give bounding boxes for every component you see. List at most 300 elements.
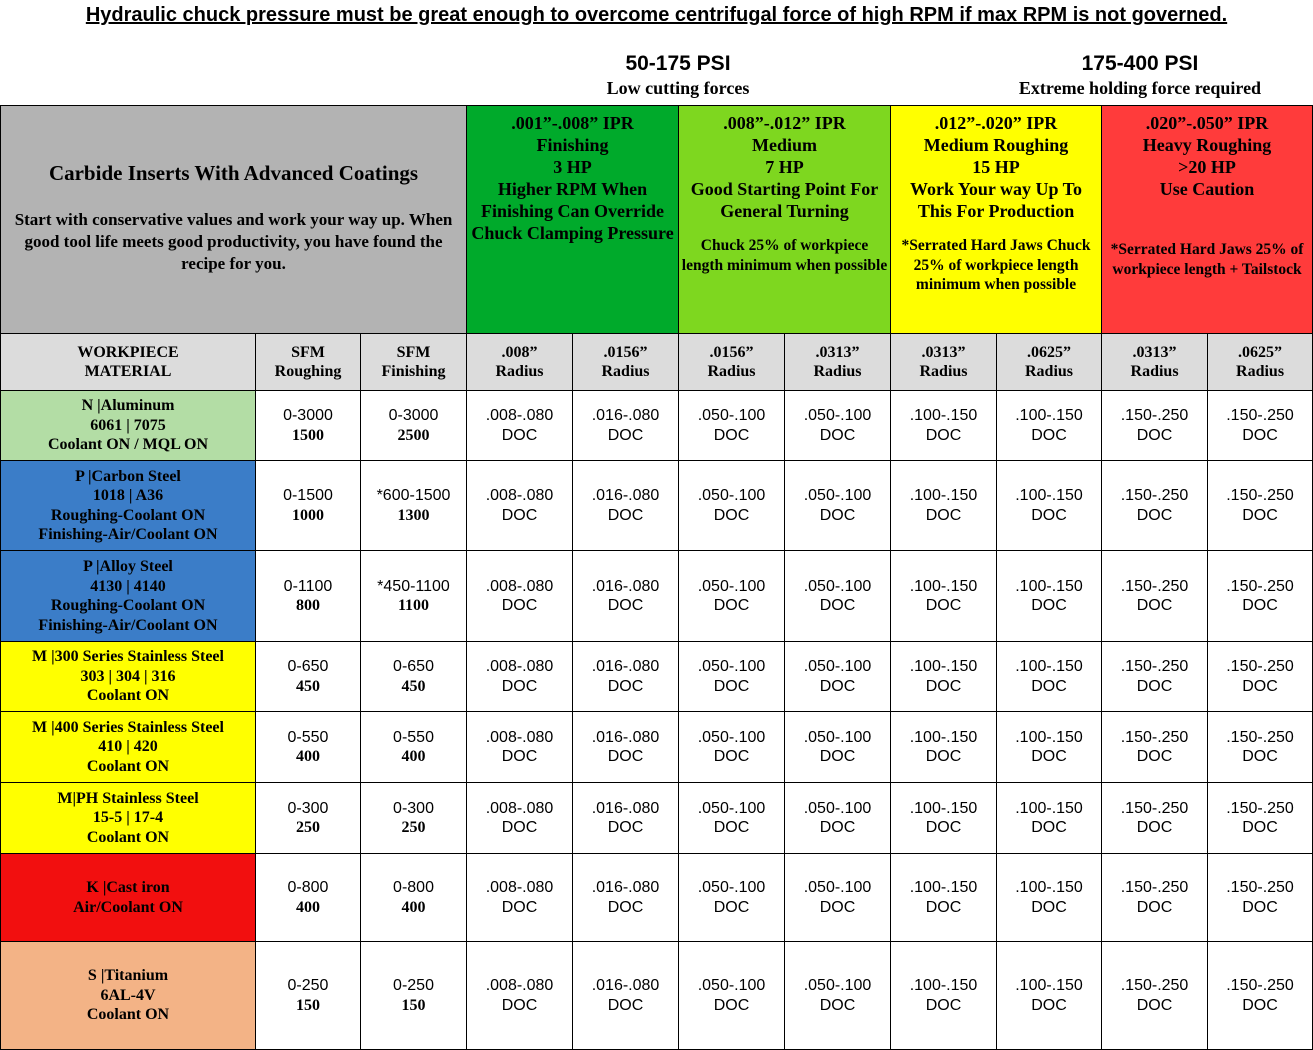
sfm-range: 0-300 bbox=[393, 799, 434, 817]
sfm-range: 0-550 bbox=[393, 728, 434, 746]
material-row bbox=[1, 461, 1313, 551]
doc-label: DOC bbox=[713, 426, 750, 444]
doc-cell bbox=[1102, 461, 1208, 551]
doc-cell bbox=[679, 783, 785, 854]
ipr-note: Chuck 25% of workpiece length minimum when possible bbox=[681, 237, 888, 274]
column-header-line: .0313” bbox=[815, 343, 860, 361]
sfm-recommended: 400 bbox=[401, 898, 426, 916]
doc-label: DOC bbox=[1136, 677, 1173, 695]
material-line: Finishing-Air/Coolant ON bbox=[38, 526, 218, 543]
material-cell bbox=[1, 854, 256, 942]
sfm-recommended: 150 bbox=[401, 996, 426, 1014]
sfm-roughing-cell bbox=[256, 854, 361, 942]
doc-range: .016-.080 bbox=[591, 977, 660, 994]
doc-range: .050-.100 bbox=[803, 658, 872, 675]
doc-range: .008-.080 bbox=[485, 728, 554, 746]
column-header-line: .0156” bbox=[603, 343, 648, 361]
doc-range: .100-.150 bbox=[909, 799, 978, 817]
doc-cell bbox=[891, 461, 997, 551]
doc-range: .050-.100 bbox=[803, 799, 872, 817]
column-header-line: SFM bbox=[291, 343, 325, 361]
sfm-range: 0-250 bbox=[287, 977, 329, 994]
doc-range: .150-.250 bbox=[1226, 487, 1294, 504]
doc-label: DOC bbox=[1242, 748, 1278, 765]
doc-label: DOC bbox=[1136, 506, 1173, 524]
doc-label: DOC bbox=[607, 426, 644, 444]
doc-cell bbox=[1102, 712, 1208, 783]
sfm-finishing-cell bbox=[361, 642, 467, 712]
doc-label: DOC bbox=[713, 677, 750, 695]
column-header-line: Finishing bbox=[381, 363, 446, 380]
column-header-line: .008” bbox=[501, 343, 538, 361]
doc-range: .050-.100 bbox=[697, 658, 766, 675]
sfm-roughing-cell bbox=[256, 642, 361, 712]
doc-cell bbox=[573, 461, 679, 551]
sfm-roughing-cell bbox=[256, 391, 361, 461]
column-header-line: Radius bbox=[919, 363, 968, 380]
doc-label: DOC bbox=[925, 996, 962, 1014]
doc-cell bbox=[1208, 551, 1313, 642]
doc-range: .050-.100 bbox=[697, 977, 766, 994]
doc-cell bbox=[679, 551, 785, 642]
material-line: 15-5 | 17-4 bbox=[92, 809, 164, 827]
doc-cell bbox=[679, 391, 785, 461]
doc-range: .050-.100 bbox=[803, 487, 872, 504]
doc-range: .008-.080 bbox=[485, 879, 554, 896]
doc-range: .016-.080 bbox=[591, 799, 660, 817]
ipr-medium-roughing-cell bbox=[891, 106, 1102, 334]
doc-range: .016-.080 bbox=[591, 879, 660, 896]
material-line: Roughing-Coolant ON bbox=[50, 597, 206, 614]
sfm-finishing-cell bbox=[361, 391, 467, 461]
doc-cell bbox=[679, 642, 785, 712]
doc-range: .100-.150 bbox=[909, 407, 978, 424]
doc-range: .008-.080 bbox=[485, 799, 554, 817]
doc-label: DOC bbox=[1031, 898, 1067, 916]
ipr-label: Medium bbox=[752, 135, 818, 155]
psi-high-range: 175-400 PSI bbox=[1081, 52, 1199, 75]
doc-cell bbox=[997, 712, 1102, 783]
doc-cell bbox=[785, 712, 891, 783]
sfm-range: 0-650 bbox=[287, 658, 329, 675]
doc-cell bbox=[997, 391, 1102, 461]
doc-label: DOC bbox=[607, 748, 644, 765]
doc-label: DOC bbox=[925, 426, 962, 444]
doc-range: .008-.080 bbox=[485, 977, 554, 994]
material-line: M |300 Series Stainless Steel bbox=[32, 648, 224, 666]
column-header-line: .0625” bbox=[1027, 343, 1072, 361]
ipr-description: Work Your way Up To This For Production bbox=[909, 179, 1083, 221]
sfm-recommended: 250 bbox=[296, 819, 320, 836]
doc-cell bbox=[573, 942, 679, 1050]
psi-low-range: 50-175 PSI bbox=[625, 52, 731, 75]
doc-cell bbox=[785, 551, 891, 642]
doc-cell bbox=[573, 642, 679, 712]
ipr-range: .008”-.012” IPR bbox=[723, 113, 846, 133]
doc-label: DOC bbox=[713, 819, 750, 836]
doc-range: .150-.250 bbox=[1120, 658, 1189, 675]
doc-label: DOC bbox=[925, 748, 962, 765]
doc-cell bbox=[467, 461, 573, 551]
ipr-description: Higher RPM When Finishing Can Override Chuck Clamping Pressure bbox=[471, 179, 674, 243]
sfm-range: 0-250 bbox=[393, 977, 434, 994]
doc-cell bbox=[891, 642, 997, 712]
doc-cell bbox=[785, 391, 891, 461]
doc-range: .100-.150 bbox=[1015, 487, 1083, 504]
intro-title: Carbide Inserts With Advanced Coatings bbox=[48, 160, 419, 185]
sfm-finishing-cell bbox=[361, 551, 467, 642]
material-cell bbox=[1, 783, 256, 854]
doc-range: .050-.100 bbox=[803, 879, 872, 896]
doc-range: .150-.250 bbox=[1226, 728, 1294, 746]
doc-range: .100-.150 bbox=[909, 658, 978, 675]
sfm-range: 0-1100 bbox=[283, 577, 333, 595]
doc-range: .100-.150 bbox=[909, 577, 978, 595]
material-line: 1018 | A36 bbox=[92, 487, 164, 504]
doc-cell bbox=[997, 942, 1102, 1050]
material-line: Air/Coolant ON bbox=[73, 898, 183, 916]
doc-range: .100-.150 bbox=[909, 977, 978, 994]
sfm-recommended: 1500 bbox=[292, 426, 324, 444]
doc-range: .150-.250 bbox=[1120, 407, 1189, 424]
doc-label: DOC bbox=[1031, 506, 1067, 524]
ipr-description: Good Starting Point For General Turning bbox=[690, 179, 879, 221]
material-line: M|PH Stainless Steel bbox=[57, 789, 199, 807]
intro-text: Start with conservative values and work your way up. When good tool life meets good productivity, you have found the recipe for you. bbox=[14, 210, 453, 274]
material-line: 6AL-4V bbox=[100, 986, 156, 1004]
column-header bbox=[891, 334, 997, 391]
intro-cell bbox=[1, 106, 467, 334]
column-header bbox=[1102, 334, 1208, 391]
doc-range: .100-.150 bbox=[1015, 658, 1083, 675]
column-header-line: WORKPIECE bbox=[77, 343, 179, 361]
material-row bbox=[1, 551, 1313, 642]
doc-label: DOC bbox=[1031, 426, 1067, 444]
doc-cell bbox=[785, 854, 891, 942]
doc-label: DOC bbox=[1031, 819, 1067, 836]
doc-range: .016-.080 bbox=[591, 728, 660, 746]
doc-range: .150-.250 bbox=[1120, 487, 1189, 504]
column-header bbox=[467, 334, 573, 391]
doc-cell bbox=[1208, 461, 1313, 551]
doc-label: DOC bbox=[1242, 426, 1278, 444]
doc-cell bbox=[997, 642, 1102, 712]
doc-cell bbox=[997, 854, 1102, 942]
doc-label: DOC bbox=[819, 506, 856, 524]
doc-range: .100-.150 bbox=[1015, 799, 1083, 817]
ipr-range: .012”-.020” IPR bbox=[934, 113, 1058, 133]
ipr-hp: 3 HP bbox=[553, 157, 592, 177]
doc-label: DOC bbox=[819, 597, 856, 614]
doc-label: DOC bbox=[501, 898, 538, 916]
doc-cell bbox=[1102, 391, 1208, 461]
doc-label: DOC bbox=[713, 996, 750, 1014]
column-header-line: Radius bbox=[1130, 363, 1179, 380]
material-row bbox=[1, 783, 1313, 854]
sfm-range: 0-800 bbox=[393, 879, 434, 896]
material-line: Coolant ON / MQL ON bbox=[47, 436, 208, 454]
doc-cell bbox=[1208, 712, 1313, 783]
doc-label: DOC bbox=[501, 506, 538, 524]
doc-cell bbox=[467, 642, 573, 712]
doc-cell bbox=[997, 551, 1102, 642]
sfm-finishing-cell bbox=[361, 783, 467, 854]
material-line: S |Titanium bbox=[87, 967, 169, 985]
doc-range: .100-.150 bbox=[909, 487, 978, 504]
doc-cell bbox=[573, 391, 679, 461]
doc-range: .150-.250 bbox=[1226, 977, 1294, 994]
sfm-roughing-cell bbox=[256, 942, 361, 1050]
doc-cell bbox=[891, 391, 997, 461]
doc-range: .150-.250 bbox=[1120, 577, 1189, 595]
doc-range: .050-.100 bbox=[697, 799, 766, 817]
doc-label: DOC bbox=[1136, 898, 1173, 916]
column-header-line: SFM bbox=[396, 343, 431, 361]
sfm-recommended: 450 bbox=[401, 677, 426, 695]
doc-label: DOC bbox=[819, 898, 856, 916]
doc-cell bbox=[1102, 642, 1208, 712]
doc-cell bbox=[891, 783, 997, 854]
cutting-parameters-table bbox=[0, 105, 1313, 1050]
material-row bbox=[1, 642, 1313, 712]
material-line: M |400 Series Stainless Steel bbox=[32, 718, 224, 736]
material-line: Coolant ON bbox=[86, 687, 170, 705]
doc-cell bbox=[891, 942, 997, 1050]
doc-label: DOC bbox=[1242, 597, 1278, 614]
ipr-heavy-roughing-cell bbox=[1102, 106, 1313, 334]
doc-range: .050-.100 bbox=[697, 728, 766, 746]
sfm-range: *600-1500 bbox=[376, 487, 451, 504]
doc-cell bbox=[467, 391, 573, 461]
doc-range: .008-.080 bbox=[485, 487, 554, 504]
doc-range: .100-.150 bbox=[909, 728, 978, 746]
doc-cell bbox=[1208, 942, 1313, 1050]
sfm-finishing-cell bbox=[361, 712, 467, 783]
doc-cell bbox=[467, 854, 573, 942]
doc-label: DOC bbox=[925, 597, 962, 614]
material-row bbox=[1, 391, 1313, 461]
doc-cell bbox=[891, 854, 997, 942]
doc-label: DOC bbox=[713, 748, 750, 765]
doc-cell bbox=[679, 461, 785, 551]
column-header bbox=[573, 334, 679, 391]
material-row bbox=[1, 854, 1313, 942]
doc-range: .100-.150 bbox=[1015, 728, 1083, 746]
column-header-line: Radius bbox=[1236, 363, 1285, 380]
doc-range: .008-.080 bbox=[485, 577, 554, 595]
doc-range: .050-.100 bbox=[697, 407, 766, 424]
sfm-range: 0-650 bbox=[393, 658, 434, 675]
doc-cell bbox=[1102, 783, 1208, 854]
ipr-description: Use Caution bbox=[1159, 179, 1255, 199]
doc-range: .050-.100 bbox=[697, 577, 766, 595]
doc-cell bbox=[1208, 783, 1313, 854]
chuck-pressure-warning: Hydraulic chuck pressure must be great enough to overcome centrifugal force of high RPM if max RPM is not governed. bbox=[85, 4, 1228, 26]
material-line: Coolant ON bbox=[86, 828, 170, 846]
doc-cell bbox=[891, 551, 997, 642]
doc-label: DOC bbox=[819, 748, 856, 765]
doc-range: .100-.150 bbox=[1015, 977, 1083, 994]
column-header bbox=[1, 334, 256, 391]
column-header-line: Roughing bbox=[274, 363, 342, 380]
sfm-recommended: 150 bbox=[296, 996, 320, 1014]
material-line: P |Alloy Steel bbox=[83, 558, 173, 575]
sfm-roughing-cell bbox=[256, 712, 361, 783]
sfm-roughing-cell bbox=[256, 551, 361, 642]
doc-label: DOC bbox=[1136, 597, 1173, 614]
sfm-recommended: 1100 bbox=[397, 597, 430, 614]
material-cell bbox=[1, 712, 256, 783]
psi-low-label bbox=[578, 52, 778, 99]
ipr-range: .020”-.050” IPR bbox=[1145, 113, 1269, 133]
doc-cell bbox=[1208, 642, 1313, 712]
doc-label: DOC bbox=[1136, 748, 1173, 765]
doc-cell bbox=[1102, 551, 1208, 642]
sfm-range: *450-1100 bbox=[377, 577, 450, 595]
doc-label: DOC bbox=[713, 506, 750, 524]
doc-range: .050-.100 bbox=[803, 407, 872, 424]
doc-range: .016-.080 bbox=[591, 577, 660, 595]
column-header bbox=[256, 334, 361, 391]
doc-cell bbox=[467, 942, 573, 1050]
column-header-line: Radius bbox=[707, 363, 756, 380]
column-header bbox=[1208, 334, 1313, 391]
ipr-finishing-cell bbox=[467, 106, 679, 334]
sfm-finishing-cell bbox=[361, 854, 467, 942]
sfm-range: 0-1500 bbox=[283, 487, 333, 504]
sfm-finishing-cell bbox=[361, 942, 467, 1050]
material-row bbox=[1, 942, 1313, 1050]
doc-range: .016-.080 bbox=[591, 407, 660, 424]
doc-label: DOC bbox=[1136, 426, 1173, 444]
doc-range: .150-.250 bbox=[1120, 879, 1189, 896]
ipr-range: .001”-.008” IPR bbox=[511, 113, 634, 133]
doc-label: DOC bbox=[501, 597, 538, 614]
doc-range: .150-.250 bbox=[1226, 407, 1294, 424]
doc-label: DOC bbox=[607, 597, 644, 614]
column-header-line: Radius bbox=[601, 363, 650, 380]
doc-label: DOC bbox=[501, 748, 538, 765]
ipr-note: *Serrated Hard Jaws Chuck 25% of workpiece length minimum when possible bbox=[901, 237, 1091, 293]
doc-cell bbox=[679, 712, 785, 783]
sfm-recommended: 2500 bbox=[397, 426, 430, 444]
doc-cell bbox=[679, 942, 785, 1050]
material-line: 410 | 420 bbox=[98, 738, 158, 756]
material-line: Coolant ON bbox=[86, 1006, 170, 1024]
doc-range: .016-.080 bbox=[591, 487, 660, 504]
material-line: K |Cast iron bbox=[86, 879, 170, 896]
doc-label: DOC bbox=[501, 819, 538, 836]
psi-high-label bbox=[990, 52, 1290, 99]
doc-label: DOC bbox=[607, 996, 644, 1014]
doc-cell bbox=[467, 712, 573, 783]
sfm-finishing-cell bbox=[361, 461, 467, 551]
material-line: 4130 | 4140 bbox=[90, 577, 166, 595]
doc-label: DOC bbox=[1242, 819, 1278, 836]
doc-label: DOC bbox=[607, 898, 644, 916]
sfm-recommended: 450 bbox=[296, 677, 320, 695]
psi-high-note: Extreme holding force required bbox=[1018, 78, 1262, 98]
doc-label: DOC bbox=[1242, 506, 1278, 524]
column-header bbox=[785, 334, 891, 391]
material-cell bbox=[1, 942, 256, 1050]
sfm-recommended: 400 bbox=[401, 748, 426, 765]
material-cell bbox=[1, 461, 256, 551]
column-header-line: Radius bbox=[495, 363, 544, 380]
sfm-range: 0-550 bbox=[287, 728, 329, 746]
sfm-recommended: 250 bbox=[401, 819, 426, 836]
material-line: Finishing-Air/Coolant ON bbox=[38, 616, 218, 634]
ipr-medium-cell bbox=[679, 106, 891, 334]
doc-label: DOC bbox=[607, 819, 644, 836]
doc-range: .150-.250 bbox=[1226, 658, 1294, 675]
doc-range: .150-.250 bbox=[1120, 728, 1189, 746]
doc-cell bbox=[891, 712, 997, 783]
sfm-range: 0-3000 bbox=[283, 407, 333, 424]
ipr-note: *Serrated Hard Jaws 25% of workpiece length + Tailstock bbox=[1110, 241, 1304, 278]
material-line: Coolant ON bbox=[86, 757, 170, 775]
ipr-label: Heavy Roughing bbox=[1142, 135, 1272, 155]
ipr-label: Medium Roughing bbox=[923, 135, 1069, 155]
doc-label: DOC bbox=[501, 677, 538, 695]
doc-range: .050-.100 bbox=[697, 487, 766, 504]
doc-label: DOC bbox=[1031, 748, 1067, 765]
doc-label: DOC bbox=[713, 597, 750, 614]
doc-range: .150-.250 bbox=[1120, 977, 1189, 994]
sfm-roughing-cell bbox=[256, 461, 361, 551]
doc-label: DOC bbox=[819, 819, 856, 836]
doc-label: DOC bbox=[713, 898, 750, 916]
sfm-roughing-cell bbox=[256, 783, 361, 854]
doc-label: DOC bbox=[1031, 597, 1067, 614]
material-line: P |Carbon Steel bbox=[75, 467, 181, 485]
doc-range: .016-.080 bbox=[591, 658, 660, 675]
column-header-line: Radius bbox=[813, 363, 862, 380]
material-cell bbox=[1, 642, 256, 712]
doc-range: .050-.100 bbox=[803, 977, 872, 994]
doc-label: DOC bbox=[1136, 819, 1173, 836]
doc-cell bbox=[573, 854, 679, 942]
doc-label: DOC bbox=[819, 677, 856, 695]
material-row bbox=[1, 712, 1313, 783]
doc-label: DOC bbox=[819, 996, 856, 1014]
doc-cell bbox=[573, 551, 679, 642]
material-line: N |Aluminum bbox=[81, 397, 175, 415]
doc-label: DOC bbox=[1242, 677, 1278, 695]
column-header-line: .0156” bbox=[709, 343, 754, 361]
column-header-line: .0313” bbox=[921, 343, 966, 361]
doc-range: .150-.250 bbox=[1120, 799, 1189, 817]
doc-label: DOC bbox=[925, 506, 962, 524]
doc-range: .100-.150 bbox=[909, 879, 978, 896]
doc-range: .100-.150 bbox=[1015, 879, 1083, 896]
material-line: Roughing-Coolant ON bbox=[50, 506, 206, 524]
material-cell bbox=[1, 391, 256, 461]
column-header-row bbox=[1, 334, 1313, 391]
doc-label: DOC bbox=[819, 426, 856, 444]
doc-label: DOC bbox=[925, 898, 962, 916]
sfm-range: 0-800 bbox=[287, 879, 329, 896]
doc-cell bbox=[1102, 854, 1208, 942]
doc-range: .100-.150 bbox=[1015, 407, 1083, 424]
ipr-header-row bbox=[1, 106, 1313, 334]
column-header bbox=[679, 334, 785, 391]
column-header-line: .0625” bbox=[1238, 343, 1283, 361]
doc-cell bbox=[785, 783, 891, 854]
doc-cell bbox=[997, 461, 1102, 551]
column-header bbox=[361, 334, 467, 391]
sfm-range: 0-300 bbox=[287, 799, 329, 817]
